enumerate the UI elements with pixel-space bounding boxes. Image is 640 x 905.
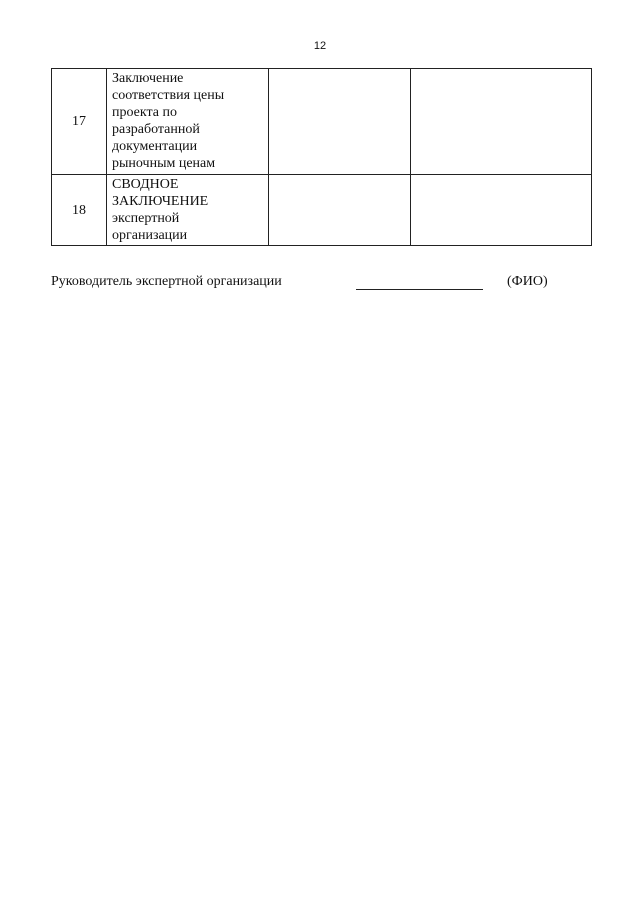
row-description	[107, 175, 269, 246]
signature-label: Руководитель экспертной организации	[51, 274, 282, 289]
table-row	[52, 69, 592, 175]
description-line: документации	[112, 139, 198, 154]
row-cell-empty	[269, 175, 411, 246]
row-number: 17	[52, 69, 107, 175]
description-line: разработанной	[112, 122, 200, 137]
signature-block	[51, 274, 587, 294]
row-cell-empty	[411, 69, 592, 175]
document-table	[51, 68, 592, 246]
signature-line	[356, 289, 483, 290]
row-number: 18	[52, 175, 107, 246]
description-line: организации	[112, 228, 188, 243]
description-line: Заключение	[112, 71, 184, 86]
signature-fio: (ФИО)	[507, 274, 548, 289]
row-cell-empty	[269, 69, 411, 175]
description-line: проекта по	[112, 105, 177, 120]
description-line: ЗАКЛЮЧЕНИЕ	[112, 194, 209, 209]
description-line: СВОДНОЕ	[112, 177, 179, 192]
description-line: соответствия цены	[112, 88, 225, 103]
row-description	[107, 69, 269, 175]
page-number: 12	[313, 40, 327, 52]
row-cell-empty	[411, 175, 592, 246]
table-row	[52, 175, 592, 246]
description-line: рыночным ценам	[112, 156, 216, 171]
description-line: экспертной	[112, 211, 180, 226]
